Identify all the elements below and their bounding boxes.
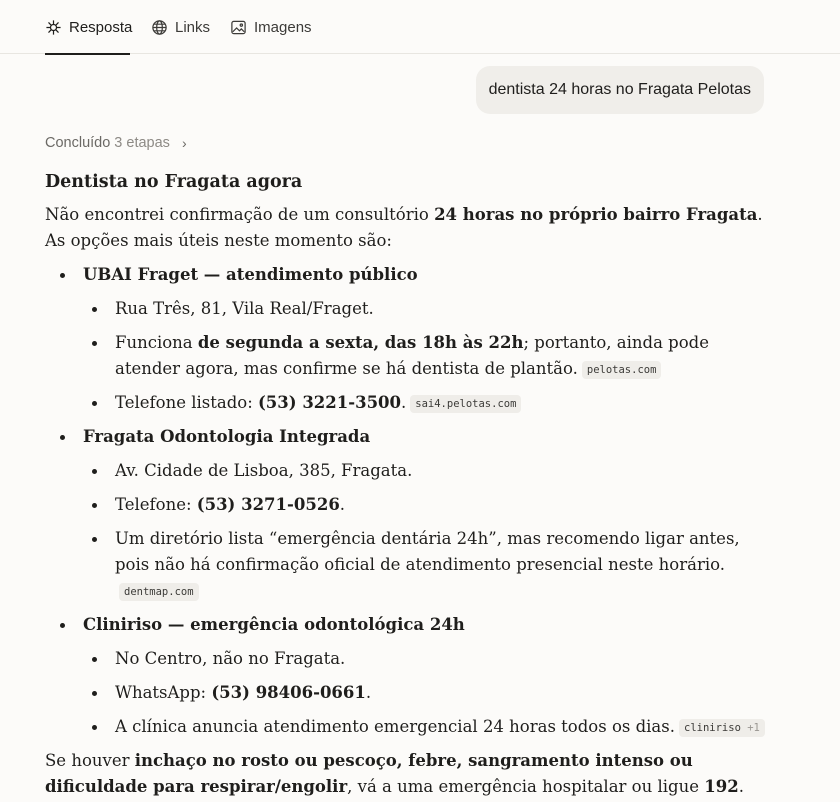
option-fragata-odontologia <box>45 424 765 604</box>
tab-links[interactable] <box>151 0 210 54</box>
steps-label: Concluído <box>45 135 111 151</box>
intro-text: Não encontrei confirmação de um consultório <box>45 205 435 224</box>
citation-chip[interactable]: sai4.pelotas.com <box>410 395 521 413</box>
whatsapp-end: . <box>365 683 372 702</box>
option-details <box>83 296 765 416</box>
tab-resposta[interactable] <box>45 0 133 54</box>
phone-line <box>83 390 765 416</box>
option-details <box>83 646 765 740</box>
phone-end: . <box>401 393 407 412</box>
intro-text-end: . As opções mais úteis neste momento são: <box>45 205 763 250</box>
intro-bold: 24 horas no próprio bairro Fragata <box>434 205 758 224</box>
option-cliniriso <box>45 612 765 740</box>
answer-icon <box>45 19 62 36</box>
option-title: Cliniriso — emergência odontológica 24h <box>83 615 465 634</box>
citation-source: cliniriso <box>684 722 741 734</box>
tab-label: Resposta <box>69 18 133 36</box>
answer-title: Dentista no Fragata agora <box>45 172 303 192</box>
hours-text-end: ; portanto, ainda pode atender agora, mas confirme se há dentista de plantão. <box>115 333 709 378</box>
phone-end: . <box>339 495 346 514</box>
globe-icon <box>151 19 168 36</box>
note-text: A clínica anuncia atendimento emergencial 24 horas todos os dias. <box>115 717 675 736</box>
whatsapp-number: (53) 98406-0661 <box>211 683 366 702</box>
option-details <box>83 458 765 604</box>
option-ubai-fraget <box>45 262 765 416</box>
whatsapp-label: WhatsApp: <box>115 683 212 702</box>
user-query-bubble: dentista 24 horas no Fragata Pelotas <box>476 66 764 114</box>
image-icon <box>230 19 247 36</box>
options-list <box>45 262 765 740</box>
warning-paragraph <box>45 748 765 800</box>
note-line <box>83 526 765 604</box>
option-title: UBAI Fraget — atendimento público <box>83 265 418 284</box>
hours-bold: de segunda a sexta, das 18h às 22h <box>197 333 524 352</box>
phone-number: (53) 3221-3500 <box>258 393 402 412</box>
note-text: Um diretório lista “emergência dentária 24h”, mas recomendo ligar antes, pois não há confirmação oficial de atendimento presencial neste horário. <box>115 529 740 574</box>
hours-line <box>83 330 765 382</box>
location-line: No Centro, não no Fragata. <box>83 646 765 672</box>
option-title: Fragata Odontologia Integrada <box>83 427 371 446</box>
steps-toggle[interactable] <box>45 133 187 153</box>
emergency-number: 192 <box>704 777 739 796</box>
citation-chip[interactable]: dentmap.com <box>119 583 199 601</box>
steps-count: 3 etapas <box>114 135 170 151</box>
phone-label: Telefone listado: <box>115 393 258 412</box>
phone-line <box>83 492 765 518</box>
citation-chip[interactable] <box>679 719 765 737</box>
hours-text: Funciona <box>115 333 198 352</box>
warning-symptoms: inchaço no rosto ou pescoço, febre, sangramento intenso ou dificuldade para respirar/engolir <box>45 751 693 796</box>
warning-text: Se houver <box>45 751 135 770</box>
whatsapp-line <box>83 680 765 706</box>
tab-label: Imagens <box>254 18 312 36</box>
warning-text-mid: , vá a uma emergência hospitalar ou ligue <box>347 777 705 796</box>
note-line <box>83 714 765 740</box>
phone-number: (53) 3271-0526 <box>196 495 340 514</box>
citation-chip[interactable]: pelotas.com <box>582 361 662 379</box>
tab-label: Links <box>175 18 211 36</box>
tab-bar <box>0 0 840 54</box>
tab-imagens[interactable] <box>230 0 312 54</box>
answer-intro <box>45 202 765 254</box>
answer-content <box>45 168 765 802</box>
warning-text-end: . <box>738 777 744 796</box>
address-line: Av. Cidade de Lisboa, 385, Fragata. <box>83 458 765 484</box>
citation-extra-count: +1 <box>747 722 760 734</box>
chevron-right-icon: › <box>181 135 187 151</box>
phone-label: Telefone: <box>115 495 197 514</box>
address-line: Rua Três, 81, Vila Real/Fraget. <box>83 296 765 322</box>
